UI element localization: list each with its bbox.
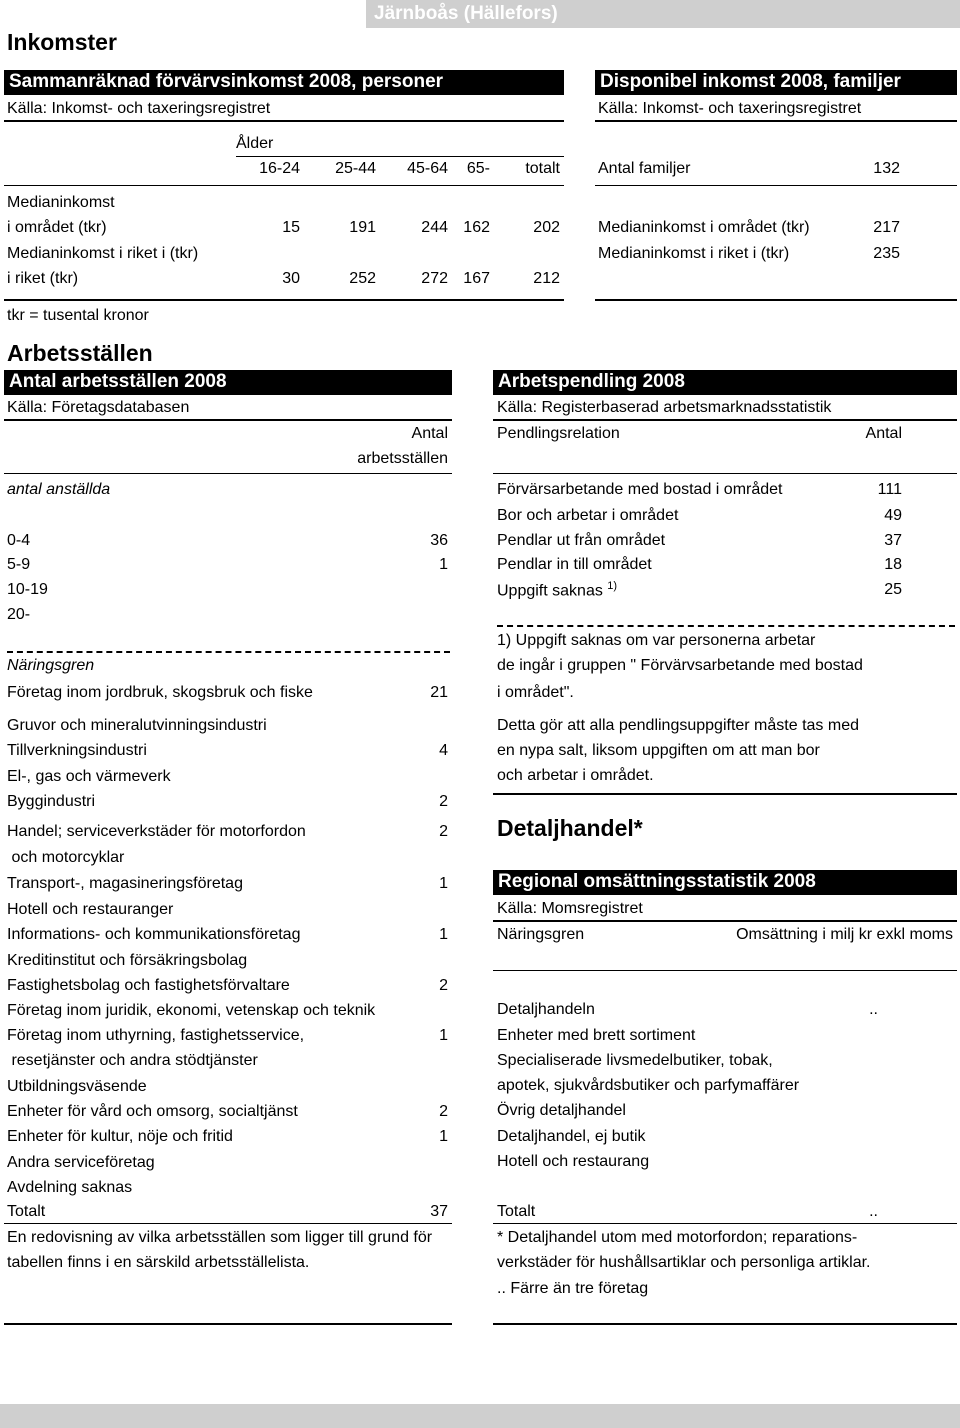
workplaces-footnote-2: tabellen finns i en särskild arbetsställelista. — [7, 1254, 310, 1271]
disposable-title-bar — [595, 70, 957, 95]
industry-value: 2 — [439, 977, 448, 994]
retail-row-label: Övrig detaljhandel — [497, 1102, 626, 1119]
municipality-banner — [366, 0, 960, 28]
workplaces-source: Källa: Företagsdatabasen — [7, 399, 190, 416]
income-source: Källa: Inkomst- och taxeringsregistret — [7, 100, 271, 117]
income-value: 15 — [282, 219, 300, 236]
industry-label: Kreditinstitut och försäkringsbolag — [7, 952, 248, 969]
industry-value: 21 — [430, 684, 448, 701]
age-col-total: totalt — [525, 160, 560, 177]
commuting-col-count: Antal — [865, 425, 902, 442]
columns-rule — [4, 185, 564, 186]
retail-footnote-2: verkstäder för hushållsartiklar och personliga artiklar. — [497, 1254, 871, 1271]
industry-value: 1 — [439, 926, 448, 943]
commuting-row-value: 111 — [877, 481, 902, 498]
footnote-marker: 1) — [607, 580, 618, 592]
commuting-bottom-rule — [493, 793, 957, 795]
median-country-value: 235 — [873, 245, 900, 262]
income-row-2-label: Medianinkomst i riket i (tkr) — [7, 245, 199, 262]
industry-value: 1 — [439, 1027, 448, 1044]
commuting-note: de ingår i gruppen " Förvärvsarbetande med bostad — [497, 657, 863, 674]
income-title-bar — [4, 70, 564, 95]
industry-label: resetjänster och andra stödtjänster — [7, 1052, 258, 1069]
age-col-45-64: 45-64 — [407, 160, 448, 177]
workplaces-total-value: 37 — [430, 1203, 448, 1220]
income-value: 191 — [349, 219, 376, 236]
industry-label: Enheter för kultur, nöje och fritid — [7, 1128, 233, 1145]
age-col-25-44: 25-44 — [335, 160, 376, 177]
commuting-note: 1) Uppgift saknas om var personerna arbetar — [497, 632, 816, 649]
size-heading: antal anställda — [7, 481, 111, 498]
workplaces-section-title: Arbetsställen — [7, 340, 153, 366]
industry-label: Informations- och kommunikationsföretag — [7, 926, 301, 943]
retail-header-rule — [493, 920, 957, 922]
size-label: 0-4 — [7, 532, 31, 549]
disposable-title: Disponibel inkomst 2008, familjer — [600, 71, 901, 92]
industry-heading: Näringsgren — [7, 657, 95, 674]
workplaces-col-header-2: arbetsställen — [357, 450, 448, 467]
size-label: 20- — [7, 606, 31, 623]
disposable-source: Källa: Inkomst- och taxeringsregistret — [598, 100, 862, 117]
income-value: 212 — [533, 270, 560, 287]
income-value: 162 — [463, 219, 490, 236]
retail-bottom-rule — [493, 1323, 957, 1325]
income-value: 252 — [349, 270, 376, 287]
industry-label: El-, gas och värmeverk — [7, 768, 171, 785]
municipality-name: Järnboås (Hällefors) — [374, 3, 558, 24]
income-value: 167 — [463, 270, 490, 287]
retail-row-label: Detaljhandel, ej butik — [497, 1128, 646, 1145]
workplaces-dashed-divider — [7, 651, 450, 653]
disposable-columns-rule — [595, 185, 957, 186]
workplaces-columns-rule — [4, 473, 452, 474]
retail-row-label: apotek, sjukvårdsbutiker och parfymaffärer — [497, 1077, 800, 1094]
families-label: Antal familjer — [598, 160, 691, 177]
income-row-1-label: Medianinkomst — [7, 194, 115, 211]
commuting-title: Arbetspendling 2008 — [498, 371, 685, 392]
median-country-label: Medianinkomst i riket i (tkr) — [598, 245, 790, 262]
workplaces-bottom-rule — [4, 1323, 452, 1325]
commuting-source: Källa: Registerbaserad arbetsmarknadsstatistik — [497, 399, 832, 416]
page-title: Inkomster — [7, 29, 117, 55]
median-area-label: Medianinkomst i området (tkr) — [598, 219, 810, 236]
retail-row-label: Detaljhandeln — [497, 1001, 595, 1018]
workplaces-col-header-1: Antal — [411, 425, 448, 442]
industry-label: Transport-, magasineringsföretag — [7, 875, 243, 892]
size-label: 5-9 — [7, 556, 31, 573]
commuting-row-value: 37 — [884, 532, 902, 549]
industry-value: 1 — [439, 1128, 448, 1145]
industry-label: Enheter för vård och omsorg, socialtjänst — [7, 1103, 298, 1120]
industry-label: Hotell och restauranger — [7, 901, 174, 918]
disposable-bottom-rule — [595, 299, 957, 301]
industry-label: Företag inom juridik, ekonomi, vetenskap och teknik — [7, 1002, 376, 1019]
size-value: 36 — [430, 532, 448, 549]
industry-value: 1 — [439, 875, 448, 892]
industry-label: Avdelning saknas — [7, 1179, 133, 1196]
retail-title-bar — [493, 870, 957, 895]
median-area-value: 217 — [873, 219, 900, 236]
commuting-note: en nypa salt, liksom uppgiften om att man bor — [497, 742, 820, 759]
commuting-dashed-divider — [497, 625, 955, 627]
age-col-16-24: 16-24 — [259, 160, 300, 177]
income-value: 202 — [533, 219, 560, 236]
industry-value: 2 — [439, 1103, 448, 1120]
income-value: 272 — [421, 270, 448, 287]
retail-row-label: Hotell och restaurang — [497, 1153, 650, 1170]
industry-label: Företag inom jordbruk, skogsbruk och fiske — [7, 684, 313, 701]
disposable-header-rule — [595, 120, 957, 122]
retail-total-value: .. — [869, 1203, 878, 1220]
workplaces-footnote-1: En redovisning av vilka arbetsställen som ligger till grund för — [7, 1229, 433, 1246]
retail-source: Källa: Momsregistret — [497, 900, 643, 917]
age-col-65: 65- — [466, 160, 490, 177]
size-value: 1 — [439, 556, 448, 573]
commuting-row-value: 49 — [884, 507, 902, 524]
retail-row-value: .. — [869, 1001, 878, 1018]
retail-title: Regional omsättningsstatistik 2008 — [498, 871, 816, 892]
workplaces-total-rule — [4, 1223, 452, 1224]
industry-label: och motorcyklar — [7, 849, 125, 866]
industry-label: Andra serviceföretag — [7, 1154, 155, 1171]
income-row-1-label2: i området (tkr) — [7, 219, 107, 236]
industry-value: 4 — [439, 742, 448, 759]
commuting-note: i området". — [497, 684, 574, 701]
industry-value: 2 — [439, 793, 448, 810]
commuting-col-relation: Pendlingsrelation — [497, 425, 620, 442]
workplaces-title: Antal arbetsställen 2008 — [9, 371, 227, 392]
retail-col-turnover: Omsättning i milj kr exkl moms — [736, 926, 953, 943]
commuting-row-label: Pendlar in till området — [497, 556, 652, 573]
families-value: 132 — [873, 160, 900, 177]
income-bottom-rule — [4, 299, 564, 301]
income-value: 30 — [282, 270, 300, 287]
commuting-row-label: Förvärsarbetande med bostad i området — [497, 481, 783, 498]
retail-total-label: Totalt — [497, 1203, 536, 1220]
commuting-row-value: 25 — [884, 581, 902, 598]
commuting-row-missing — [497, 580, 617, 600]
retail-columns-rule — [493, 970, 957, 971]
commuting-title-bar — [493, 370, 957, 395]
workplaces-total-label: Totalt — [7, 1203, 46, 1220]
size-label: 10-19 — [7, 581, 48, 598]
income-value: 244 — [421, 219, 448, 236]
workplaces-title-bar — [4, 370, 452, 395]
industry-label: Tillverkningsindustri — [7, 742, 147, 759]
retail-footnote-3: .. Färre än tre företag — [497, 1280, 649, 1297]
commuting-note: Detta gör att alla pendlingsuppgifter måste tas med — [497, 717, 859, 734]
income-title: Sammanräknad förvärvsinkomst 2008, personer — [9, 71, 444, 92]
industry-label: Handel; serviceverkstäder för motorfordon — [7, 823, 306, 840]
tkr-note: tkr = tusental kronor — [7, 307, 149, 324]
commuting-note: och arbetar i området. — [497, 767, 654, 784]
commuting-row-label: Uppgift saknas — [497, 582, 603, 600]
workplaces-header-rule — [4, 419, 452, 421]
retail-footnote-1: * Detaljhandel utom med motorfordon; reparations- — [497, 1229, 858, 1246]
income-row-2-label2: i riket (tkr) — [7, 270, 79, 287]
commuting-row-label: Bor och arbetar i området — [497, 507, 679, 524]
industry-label: Byggindustri — [7, 793, 96, 810]
industry-label: Fastighetsbolag och fastighetsförvaltare — [7, 977, 290, 994]
retail-section-title: Detaljhandel* — [497, 815, 643, 841]
commuting-row-label: Pendlar ut från området — [497, 532, 666, 549]
retail-col-industry: Näringsgren — [497, 926, 585, 943]
commuting-header-rule — [493, 419, 957, 421]
age-rule — [236, 156, 564, 157]
footer-bar — [0, 1404, 960, 1428]
industry-value: 2 — [439, 823, 448, 840]
commuting-columns-rule — [493, 473, 957, 474]
age-label: Ålder — [236, 135, 274, 152]
industry-label: Företag inom uthyrning, fastighetsservice, — [7, 1027, 305, 1044]
retail-row-label: Specialiserade livsmedelbutiker, tobak, — [497, 1052, 773, 1069]
industry-label: Utbildningsväsende — [7, 1078, 147, 1095]
commuting-row-value: 18 — [884, 556, 902, 573]
industry-label: Gruvor och mineralutvinningsindustri — [7, 717, 267, 734]
income-header-rule — [4, 120, 564, 122]
retail-row-label: Enheter med brett sortiment — [497, 1027, 696, 1044]
retail-total-rule — [493, 1223, 957, 1224]
